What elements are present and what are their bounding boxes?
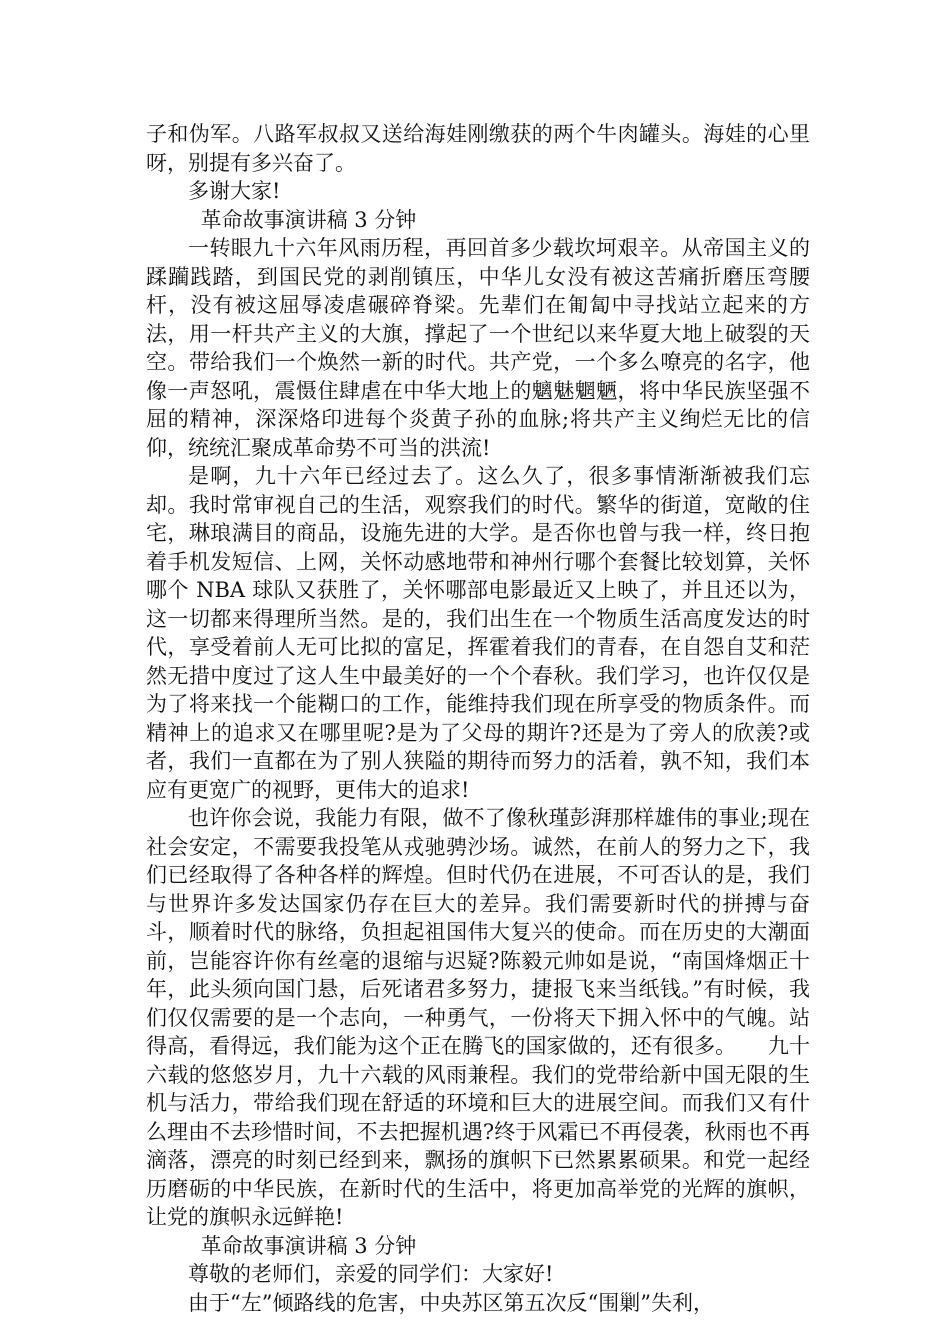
paragraph: 是啊，九十六年已经过去了。这么久了，很多事情渐渐被我们忘却。我时常审视自己的生活，观察我们的时代。繁华的街道，宽敞的住宅，琳琅满目的商品，设施先进的大学。是否你也曾与我一样，终日抱着手机发短信、上网，关怀动感地带和神州行哪个套餐比较划算，关怀哪个 NBA 球队又获胜了，关怀哪部电影最近又上映了，并且还以为，这一切都来得理所当然。是的，我们出生在一个物质生活高度发达的时代，享受着前人无可比拟的富足，挥霍着我们的青春，在自怨自艾和茫然无措中度过了这人生中最美好的一个个春秋。我们学习，也许仅仅是为了将来找一个能糊口的工作，能维持我们现在所享受的物质条件。而精神上的追求又在哪里呢?是为了父母的期许?还是为了旁人的欣羡?或者，我们一直都在为了别人狭隘的期待而努力的活着，孰不知，我们本应有更宽广的视野，更伟大的追求!	[146, 464, 810, 802]
greeting-line: 尊敬的老师们，亲爱的同学们：大家好!	[188, 1262, 554, 1286]
closing-line: 多谢大家!	[188, 179, 281, 203]
paragraph-continuation: 子和伪军。八路军叔叔又送给海娃刚缴获的两个牛肉罐头。海娃的心里呀，别提有多兴奋了。	[146, 122, 810, 175]
section-heading: 革命故事演讲稿 3 分钟	[200, 1233, 417, 1258]
paragraph: 由于“左”倾路线的危害，中央苏区第五次反“围剿”失利，	[188, 1290, 714, 1315]
paragraph: 也许你会说，我能力有限，做不了像秋瑾彭湃那样雄伟的事业;现在社会安定，不需要我投笔从戎驰骋沙场。诚然，在前人的努力之下，我们已经取得了各种各样的辉煌。但时代仍在进展，不可否认的是，我们与世界许多发达国家仍存在巨大的差异。我们需要新时代的拼搏与奋斗，顺着时代的脉络，负担起祖国伟大复兴的使命。而在历史的大潮面前，岂能容许你有丝毫的退缩与迟疑?陈毅元帅如是说，“南国烽烟正十年，此头须向国门悬，后死诸君多努力，捷报飞来当纸钱。”有时候，我们仅仅需要的是一个志向，一种勇气，一份将天下拥入怀中的气魄。站得高，看得远，我们能为这个正在腾飞的国家做的，还有很多。 九十六载的悠悠岁月，九十六载的风雨兼程。我们的党带给新中国无限的生机与活力，带给我们现在舒适的环境和巨大的进展空间。而我们又有什么理由不去珍惜时间，不去把握机遇?终于风霜已不再侵袭，秋雨也不再滴落，漂亮的时刻已经到来，飘扬的旗帜下已然累累硕果。和党一起经历磨砺的中华民族，在新时代的生活中，将更加高举党的光辉的旗帜，让党的旗帜永远鲜艳!	[146, 806, 810, 1229]
paragraph: 一转眼九十六年风雨历程，再回首多少载坎坷艰辛。从帝国主义的蹂躏践踏，到国民党的剥削镇压，中华儿女没有被这苦痛折磨压弯腰杆，没有被这屈辱凌虐碾碎脊梁。先辈们在匍匐中寻找站立起来的方法，用一杆共产主义的大旗，撑起了一个世纪以来华夏大地上破裂的天空。带给我们一个焕然一新的时代。共产党，一个多么嘹亮的名字，他像一声怒吼，震慑住肆虐在中华大地上的魑魅魍魉，将中华民族坚强不屈的精神，深深烙印进每个炎黄子孙的血脉;将共产主义绚烂无比的信仰，统统汇聚成革命势不可当的洪流!	[146, 236, 810, 460]
section-heading: 革命故事演讲稿 3 分钟	[200, 207, 417, 232]
document-body	[146, 120, 810, 1317]
